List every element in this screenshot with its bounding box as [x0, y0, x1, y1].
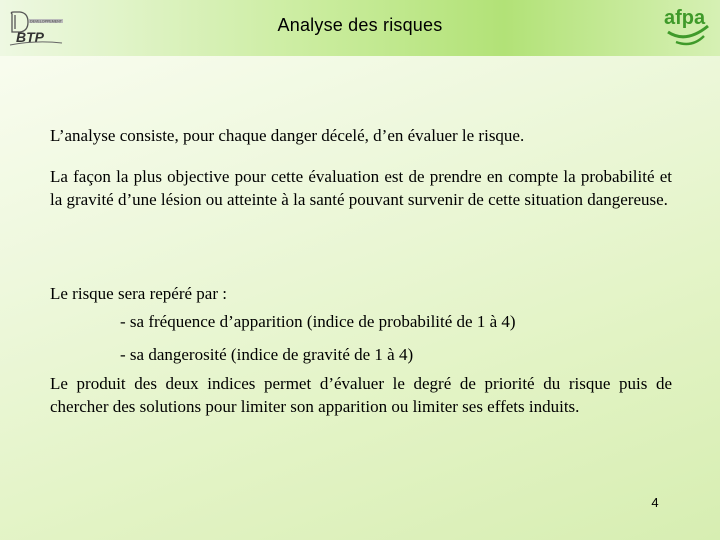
intro-paragraph: L’analyse consiste, pour chaque danger décelé, d’en évaluer le risque. [50, 126, 525, 145]
conclusion-paragraph: Le produit des deux indices permet d’évaluer le degré de priorité du risque puis de chercher des solutions pour limiter son apparition ou limiter ses effets induits. [50, 374, 672, 416]
risk-intro-paragraph: Le risque sera repéré par : [50, 284, 227, 303]
method-paragraph: La façon la plus objective pour cette évaluation est de prendre en compte la probabilité et la gravité d’une lésion ou atteinte à la santé pouvant survenir de cette situation dangereuse. [50, 167, 672, 209]
page-number: 4 [651, 495, 659, 510]
logo-left-text: BTP [16, 29, 44, 45]
logo-right-text: afpa [664, 7, 706, 29]
afpa-logo [658, 4, 716, 50]
logo-left-small-text: DEVELOPPEMENT [30, 19, 62, 24]
bullet-frequency: - sa fréquence d’apparition (indice de probabilité de 1 à 4) [120, 312, 516, 331]
slide-title: Analyse des risques [277, 15, 443, 35]
bullet-severity: - sa dangerosité (indice de gravité de 1 à 4) [120, 345, 414, 364]
